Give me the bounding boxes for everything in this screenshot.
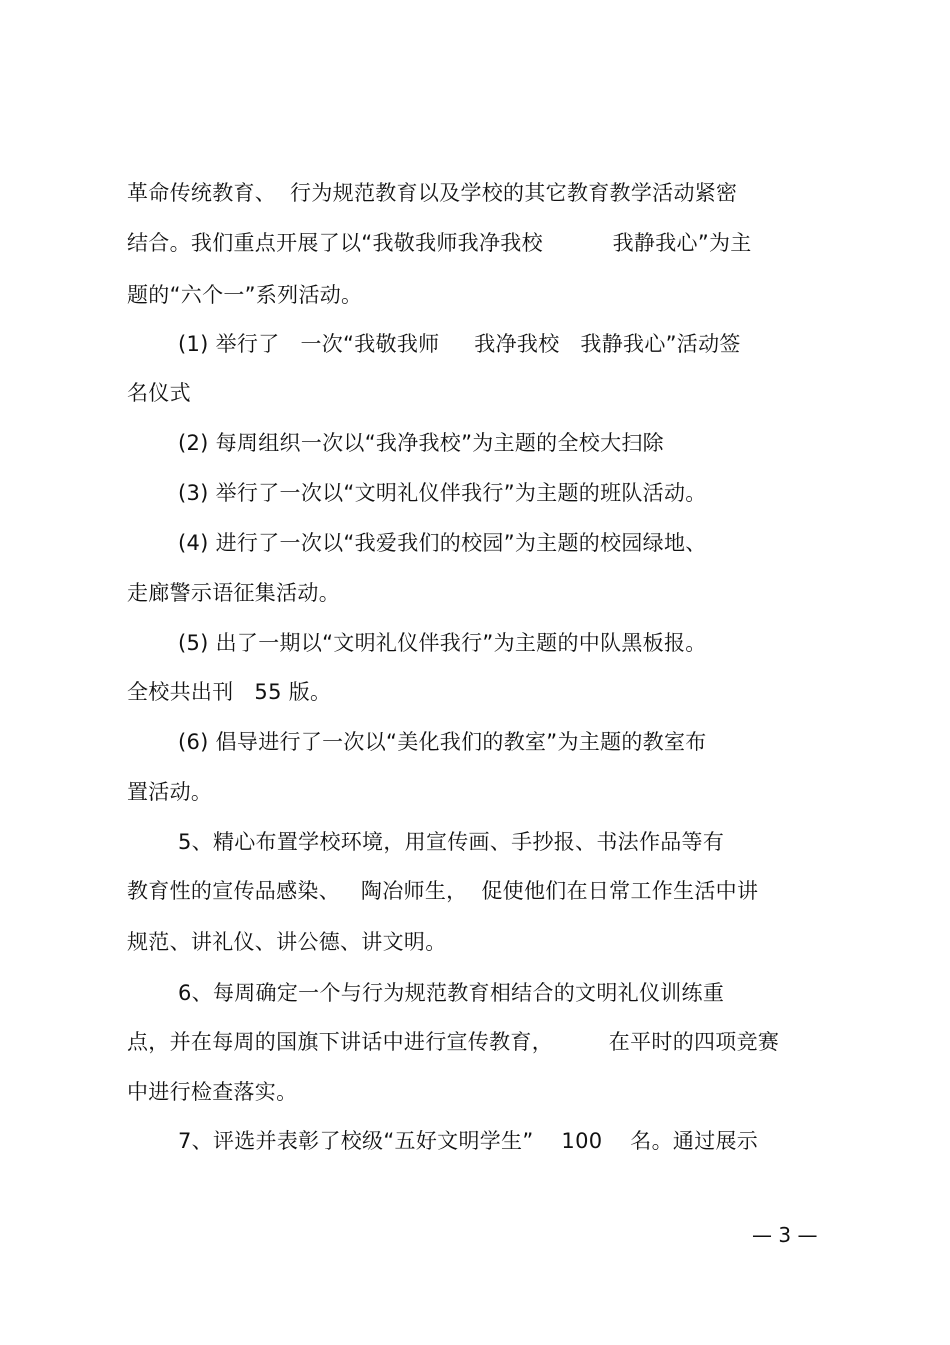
- text-line: 7、评选并表彰了校级“五好文明学生” 100 名。通过展示: [178, 1129, 759, 1153]
- text-line: (4) 进行了一次以“我爱我们的校园”为主题的校园绿地、: [178, 531, 707, 555]
- text-line: 结合。我们重点开展了以“我敬我师我净我校 我静我心”为主: [127, 231, 752, 255]
- text-line: 革命传统教育、 行为规范教育以及学校的其它教育教学活动紧密: [127, 181, 738, 205]
- text-line: (6) 倡导进行了一次以“美化我们的教室”为主题的教室布: [178, 730, 707, 754]
- text-line: (1) 举行了 一次“我敬我师 我净我校 我静我心”活动签: [178, 332, 741, 356]
- text-line: 规范、讲礼仪、讲公德、讲文明。: [127, 930, 447, 954]
- text-line: 名仪式: [127, 381, 191, 405]
- text-line: (5) 出了一期以“文明礼仪伴我行”为主题的中队黑板报。: [178, 631, 707, 655]
- text-line: 置活动。: [127, 780, 213, 804]
- text-line: 题的“六个一”系列活动。: [127, 283, 363, 307]
- text-line: 教育性的宣传品感染、 陶冶师生， 促使他们在日常工作生活中讲: [127, 879, 759, 903]
- text-line: 5、精心布置学校环境，用宣传画、手抄报、书法作品等有: [178, 830, 725, 854]
- text-line: 中进行检查落实。: [127, 1080, 298, 1104]
- text-line: (3) 举行了一次以“文明礼仪伴我行”为主题的班队活动。: [178, 481, 707, 505]
- text-line: 6、每周确定一个与行为规范教育相结合的文明礼仪训练重: [178, 981, 725, 1005]
- text-line: 走廊警示语征集活动。: [127, 581, 340, 605]
- text-line: 全校共出刊 55 版。: [127, 680, 332, 704]
- text-line: 点，并在每周的国旗下讲话中进行宣传教育， 在平时的四项竞赛: [127, 1030, 780, 1054]
- page-number: — 3 —: [752, 1223, 818, 1247]
- text-line: (2) 每周组织一次以“我净我校”为主题的全校大扫除: [178, 431, 664, 455]
